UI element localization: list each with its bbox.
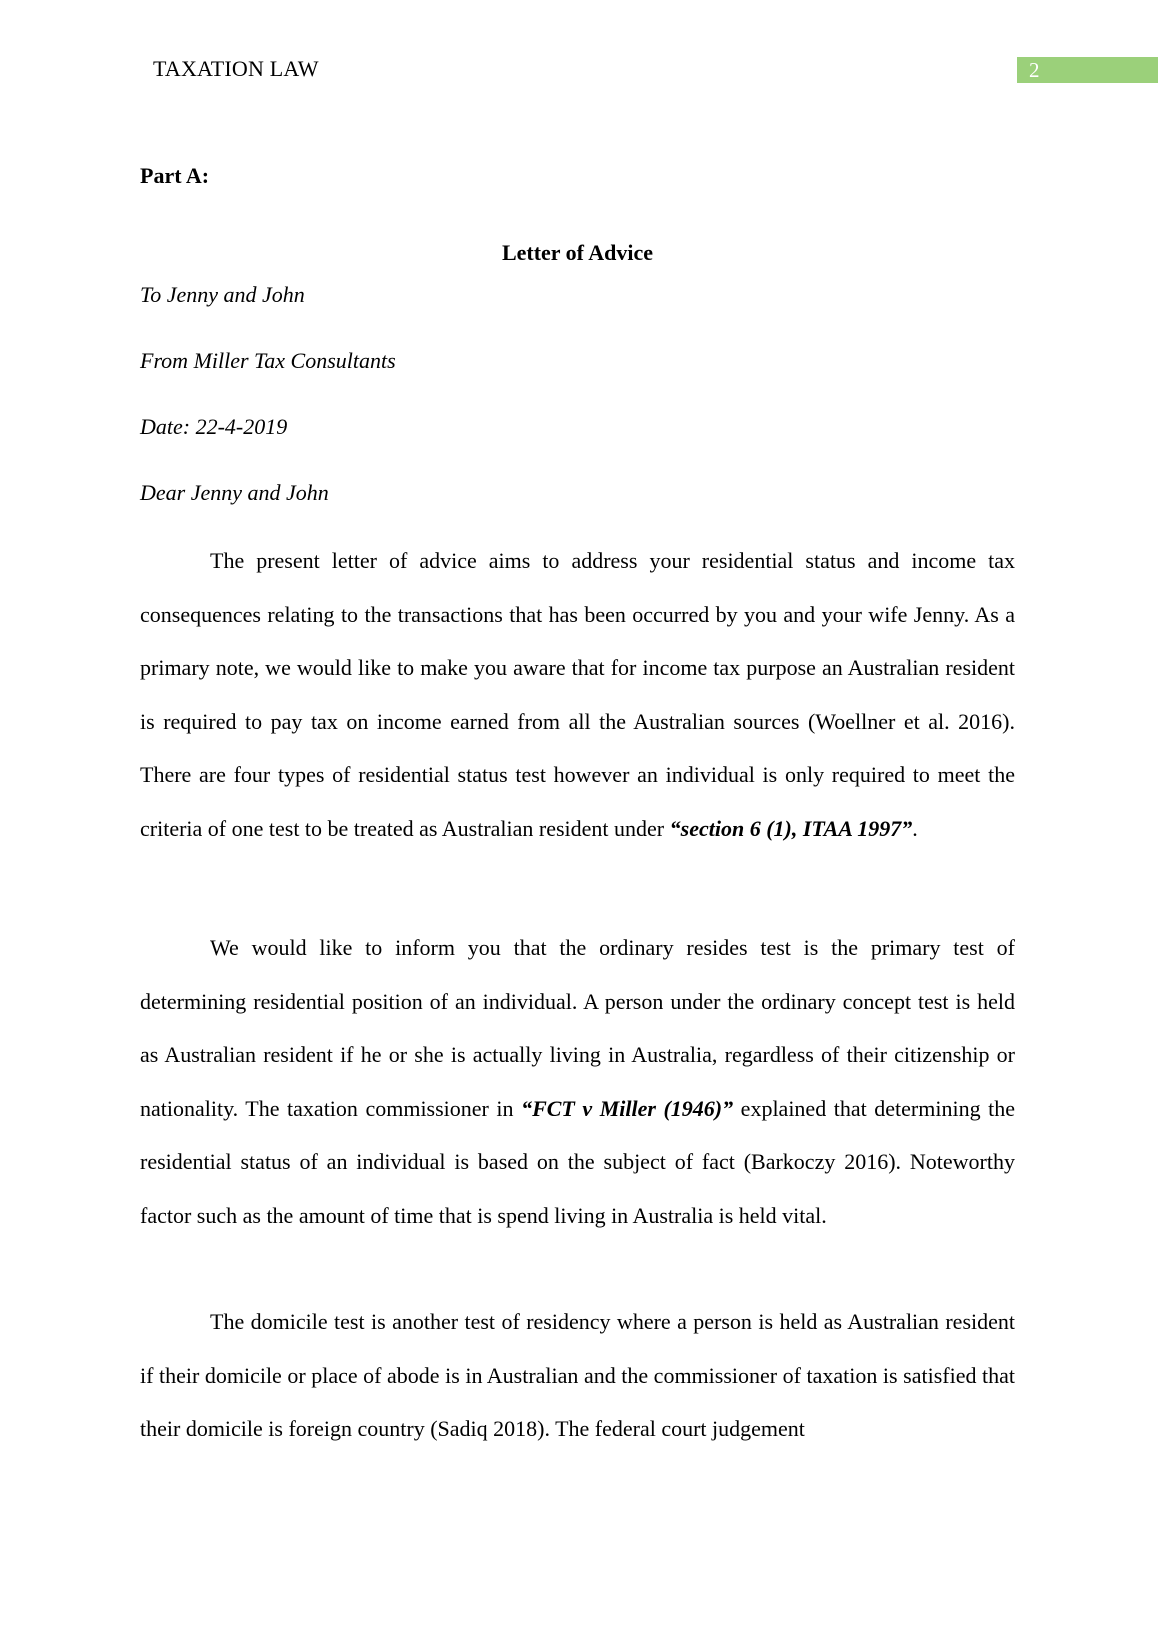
page-number: 2 xyxy=(1017,57,1158,83)
paragraph-2 xyxy=(140,921,1015,1242)
section-heading: Part A: xyxy=(140,163,210,188)
paragraph-2-text-after: explained that determining the residential status of an individual is based on the subject of fact (Barkoczy 2016). Noteworthy factor such as the amount of time that is spend living in Australia is held vital. xyxy=(140,1095,1015,1228)
paragraph-1-end: . xyxy=(912,815,918,841)
letter-title: Letter of Advice xyxy=(501,240,654,265)
letter-date: Date: 22-4-2019 xyxy=(140,414,288,439)
letter-salutation: Dear Jenny and John xyxy=(140,480,329,505)
paragraph-1-text: The present letter of advice aims to address your residential status and income tax consequences relating to the transactions that has been occurred by you and your wife Jenny. As a primary note, we would like to make you aware that for income tax purpose an Australian resident is required to pay tax on income earned from all the Australian sources (Woellner et al. 2016). There are four types of residential status test however an individual is only required to meet the criteria of one test to be treated as Australian resident under xyxy=(140,548,1015,841)
paragraph-2-citation: “FCT v Miller (1946)” xyxy=(521,1095,734,1121)
letter-sender: From Miller Tax Consultants xyxy=(140,348,396,373)
letter-recipient: To Jenny and John xyxy=(140,282,305,307)
paragraph-1 xyxy=(140,534,1015,855)
paragraph-3 xyxy=(140,1295,1015,1456)
paragraph-2-text-before: We would like to inform you that the ordinary resides test is the primary test of determining residential position of an individual. A person under the ordinary concept test is held as Australian resident if he or she is actually living in Australia, regardless of their citizenship or nationality. The taxation commissioner in xyxy=(140,935,1015,1121)
running-header: TAXATION LAW xyxy=(153,56,319,81)
paragraph-3-text: The domicile test is another test of residency where a person is held as Australian resident if their domicile or place of abode is in Australian and the commissioner of taxation is satisfied that their domicile is foreign country (Sadiq 2018). The federal court judgement xyxy=(140,1309,1015,1441)
paragraph-1-citation: “section 6 (1), ITAA 1997” xyxy=(669,815,913,841)
